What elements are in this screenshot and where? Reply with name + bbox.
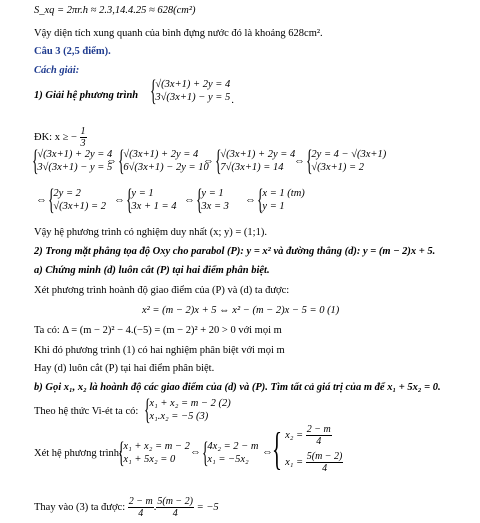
- system-label: Xét hệ phương trình:: [34, 448, 122, 459]
- equiv-icon: ⇔: [190, 446, 201, 458]
- system-6: { y = 1 3x + 1 = 4: [126, 183, 177, 216]
- equiv-icon: ⇔: [245, 194, 256, 206]
- system-8: { x = 1 (tm) y = 1: [257, 183, 305, 216]
- two-roots-line: Khi đó phương trình (1) có hai nghiệm phân biệt với mọi m: [34, 345, 285, 356]
- system-7: { y = 1 3x = 3: [196, 183, 229, 216]
- equiv-icon: ⇔: [184, 194, 195, 206]
- equiv-icon: ⇔: [294, 155, 305, 167]
- equiv-icon: ⇔: [203, 155, 214, 167]
- intersection-line: Xét phương trình hoành độ giao điểm của (P) và (d) ta được:: [34, 285, 290, 296]
- system-0: { √(3x+1) + 2y = 4 3√(3x+1) − y = 5 .: [150, 74, 234, 107]
- system-10: { x₁ + x₂ = m − 2 x₁ + 5x₂ = 0: [118, 436, 190, 469]
- part-2a-heading: a) Chứng minh (d) luôn cắt (P) tại hai điểm phân biệt.: [34, 265, 270, 276]
- system-4: { 2y = 4 − √(3x+1) √(3x+1) = 2: [306, 144, 387, 177]
- system-1: { √(3x+1) + 2y = 4 3√(3x+1) − y = 5: [32, 144, 113, 177]
- system-3: { √(3x+1) + 2y = 4 7√(3x+1) = 14: [215, 144, 296, 177]
- system-2: { √(3x+1) + 2y = 4 6√(3x+1) − 2y = 10: [118, 144, 209, 177]
- always-cut-line: Hay (d) luôn cắt (P) tại hai điểm phân biệt.: [34, 363, 215, 374]
- equation-1: x² = (m − 2)x + 5 ⇔ x² − (m − 2)x − 5 = 0 (1): [142, 305, 340, 316]
- solution-label: Cách giải:: [34, 65, 80, 76]
- conclusion-line: Vậy diện tích xung quanh của bình đựng nước đó là khoảng 628cm².: [34, 28, 323, 39]
- vieta-label: Theo hệ thức Vi-ét ta có:: [34, 406, 139, 417]
- part-2b-heading: b) Gọi x₁, x₂ là hoành độ các giao điểm của (d) và (P). Tìm tất cả giá trị của m để x₁ + 5x₂ = 0.: [34, 382, 441, 393]
- equiv-icon: ⇔: [262, 446, 273, 458]
- part-1-heading: 1) Giải hệ phương trình: [34, 90, 139, 101]
- part-2-heading: 2) Trong mặt phẳng tọa độ Oxy cho parabol (P): y = x² và đường thẳng (d): y = (m − 2)x + 5.: [34, 246, 436, 257]
- equiv-icon: ⇔: [36, 194, 47, 206]
- substitute-line: Thay vào (3) ta được: $\frac{2 - m}{4}$ . $\frac{5(m - 2)}{4}$ = −5: [34, 496, 219, 519]
- condition-line: ĐK: x ≥ − $\frac{1}{3}$: [34, 126, 86, 149]
- system-5: { 2y = 2 √(3x+1) = 2: [48, 183, 106, 216]
- equiv-icon: ⇔: [106, 155, 117, 167]
- vieta-system: { x₁ + x₂ = m − 2 (2) x₁.x₂ = −5 (3): [144, 393, 231, 426]
- system-11: { 4x₂ = 2 − m x₁ = −5x₂: [202, 436, 259, 469]
- question-3-heading: Câu 3 (2,5 điểm).: [34, 46, 111, 57]
- system-12: { x₂ = $\frac{2 - m}{4}$ x₁ = $\frac{5(m - 2)}{4}$: [272, 423, 343, 474]
- solution-statement: Vậy hệ phương trình có nghiệm duy nhất (x; y) = (1;1).: [34, 227, 267, 238]
- sxq-formula: S_xq = 2πr.h ≈ 2.3,14.4.25 ≈ 628(cm²): [34, 5, 196, 16]
- equiv-icon: ⇔: [114, 194, 125, 206]
- delta-line: Ta có: Δ = (m − 2)² − 4.(−5) = (m − 2)² + 20 > 0 với mọi m: [34, 325, 282, 336]
